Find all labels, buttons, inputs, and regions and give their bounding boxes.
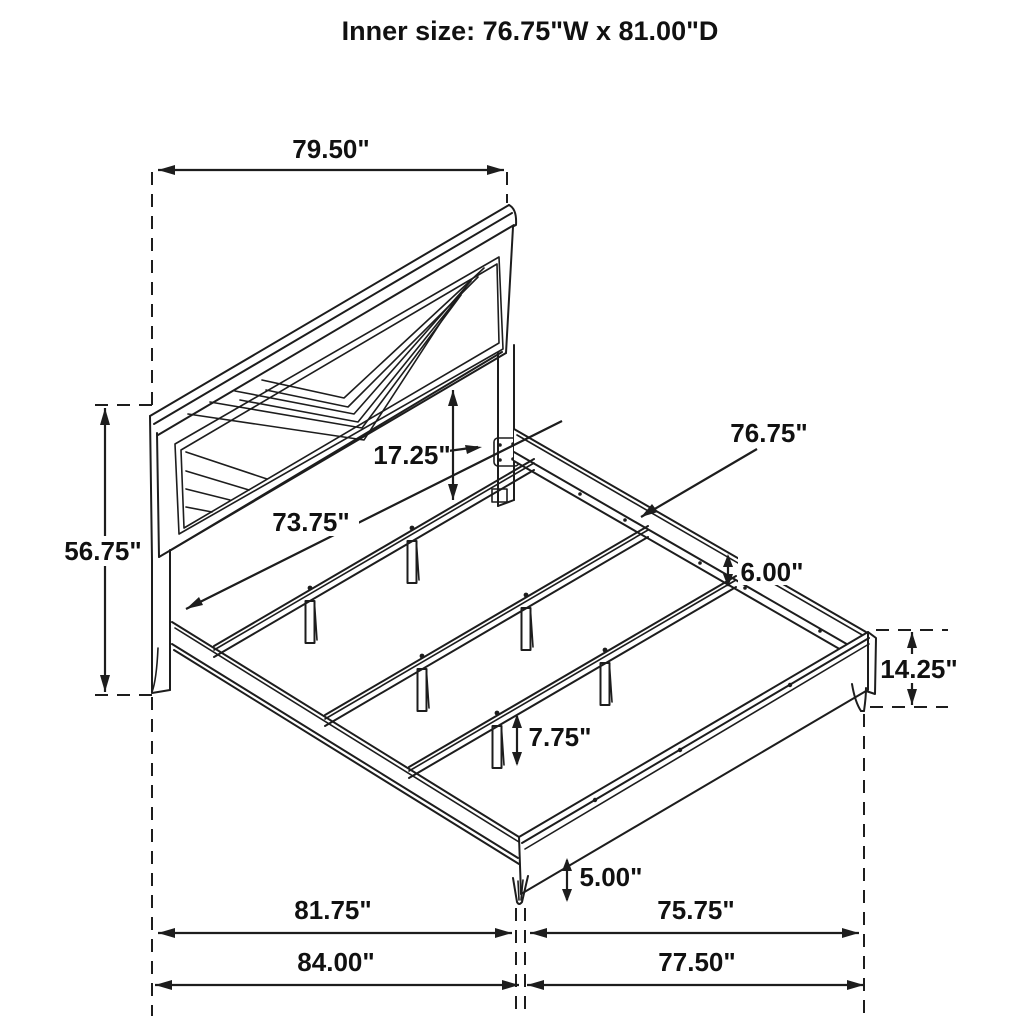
footboard-end-cap: [866, 632, 876, 694]
dim-headboard-width: [158, 134, 504, 175]
dim-frame-width-overall: [527, 947, 864, 990]
dim-label-rail-length: 73.75": [272, 507, 350, 537]
dim-label-rail-height: 6.00": [740, 557, 804, 587]
dim-footboard-height: [878, 632, 960, 705]
dim-label-inner-width: 76.75": [730, 418, 808, 448]
dim-slat-leg-height: [512, 714, 596, 766]
dim-frame-length-inner: [158, 895, 512, 938]
dim-label-footboard-height: 14.25": [880, 654, 958, 684]
dim-frame-width-inner: [530, 895, 859, 938]
dim-label-width-inner: 75.75": [657, 895, 735, 925]
dim-label-headboard-height: 56.75": [64, 536, 142, 566]
dim-label-footboard-leg: 5.00": [579, 862, 643, 892]
dim-headboard-height: [60, 408, 146, 692]
dim-label-length-inner: 81.75": [294, 895, 372, 925]
dim-footboard-leg-height: [562, 858, 645, 902]
dim-inner-width: [641, 418, 808, 517]
dim-label-width-overall: 77.50": [658, 947, 736, 977]
dim-label-slat-leg: 7.75": [528, 722, 592, 752]
diagram-title: Inner size: 76.75"W x 81.00"D: [341, 16, 719, 46]
dim-label-length-overall: 84.00": [297, 947, 375, 977]
dim-frame-length-overall: [155, 947, 519, 990]
dim-label-panel-height: 17.25": [373, 440, 451, 470]
dim-label-headboard-width: 79.50": [292, 134, 370, 164]
right-side-rail: [514, 429, 866, 663]
